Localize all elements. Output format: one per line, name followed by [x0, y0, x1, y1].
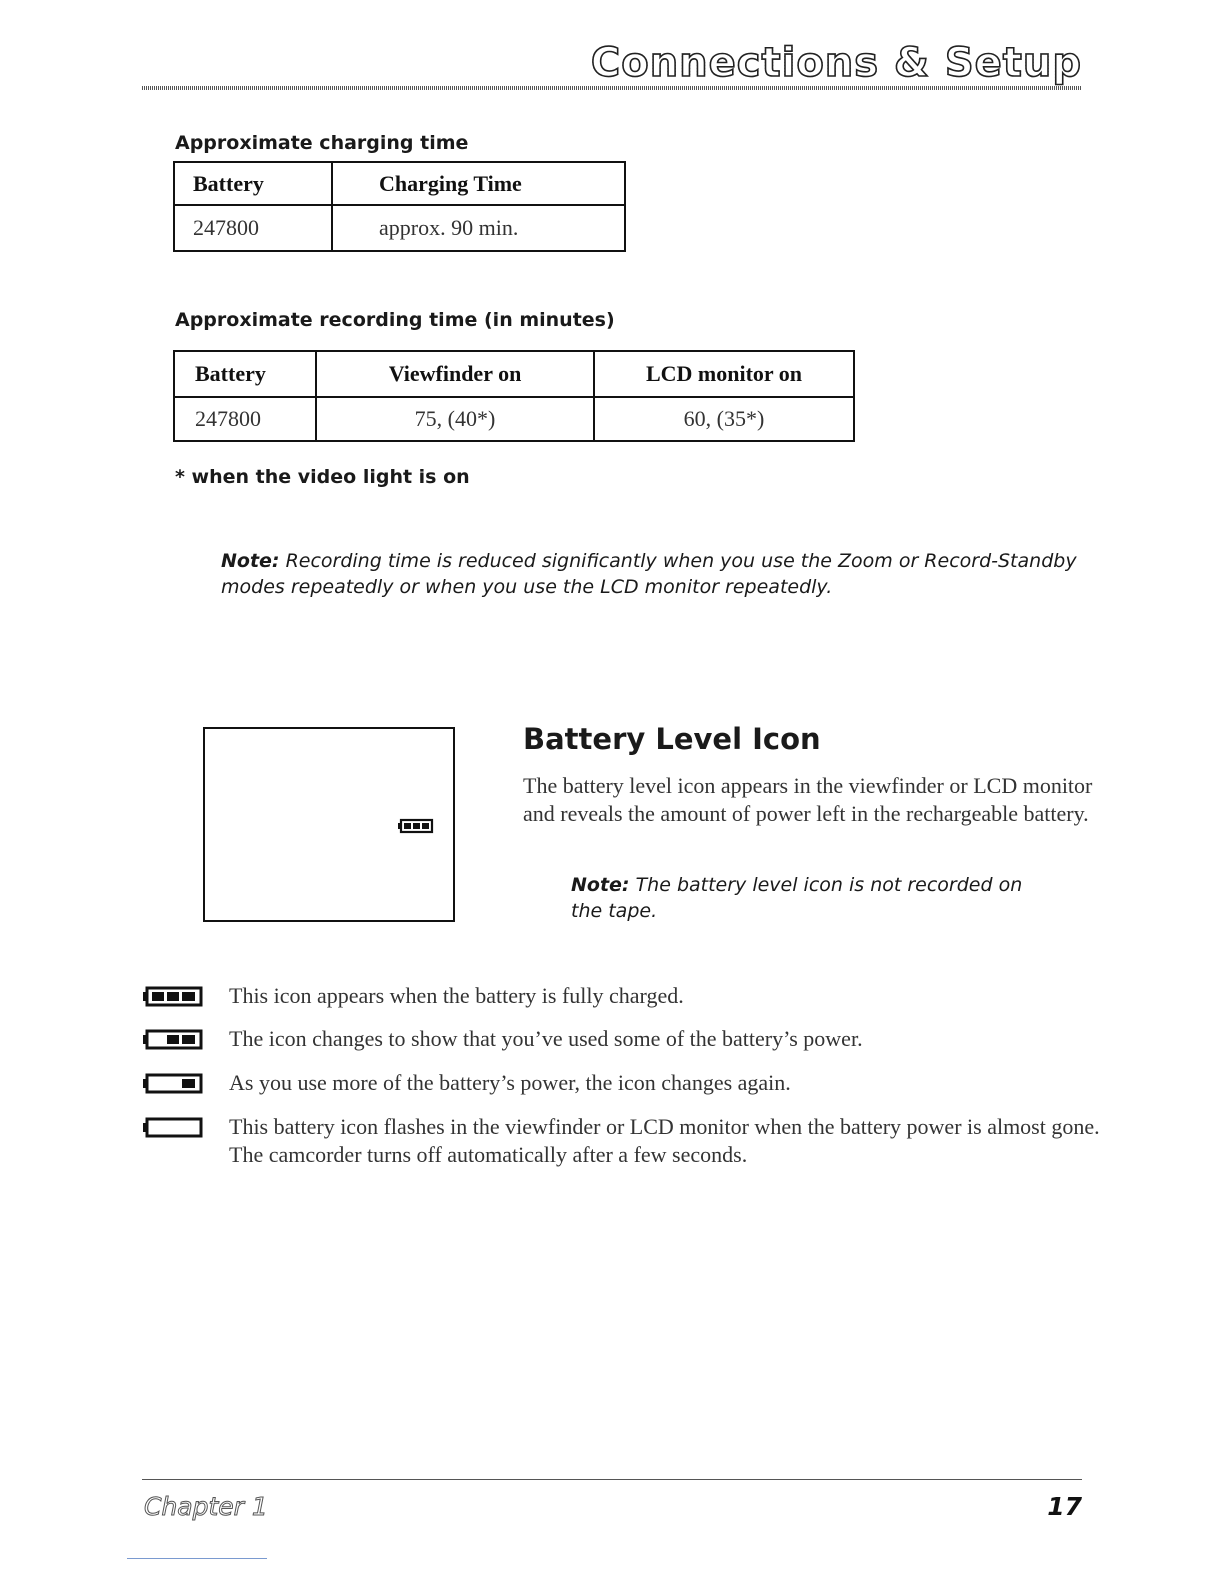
table-header-cell: Battery: [174, 162, 332, 205]
battery-level-row: [142, 1069, 1102, 1099]
note-text: Recording time is reduced significantly when you use the Zoom or Record-Standby modes repeatedly or when you use the LCD monitor repeatedly.: [221, 550, 1077, 598]
table-row: [174, 205, 625, 251]
battery-level-text: As you use more of the battery’s power, the icon changes again.: [229, 1070, 791, 1095]
battery-level-text: This icon appears when the battery is fully charged.: [229, 983, 684, 1008]
note-label: Note:: [571, 874, 630, 896]
recording-time-heading: Approximate recording time (in minutes): [175, 309, 615, 331]
page-number: 17: [1047, 1492, 1082, 1521]
viewfinder-illustration: [203, 727, 455, 922]
recording-time-table: [173, 350, 855, 442]
charging-time-heading: Approximate charging time: [175, 132, 469, 154]
battery-level-title: Battery Level Icon: [523, 722, 821, 756]
recording-note: [221, 548, 1081, 600]
battery-level-row: [142, 982, 1102, 1012]
footer-rule: [142, 1479, 1082, 1480]
battery-level-text: The icon changes to show that you’ve used some of the battery’s power.: [229, 1026, 863, 1051]
battery-level-text: This battery icon flashes in the viewfinder or LCD monitor when the battery power is almost gone. The camcorder turns off automatically after a few seconds.: [229, 1114, 1100, 1167]
table-cell: 247800: [174, 205, 332, 251]
battery-note: [571, 872, 1041, 924]
bottom-divider: [127, 1558, 267, 1559]
battery-two-thirds-icon: [142, 1028, 204, 1052]
battery-one-third-icon: [142, 1072, 204, 1096]
table-cell: 60, (35*): [594, 397, 854, 441]
table-header-row: [174, 162, 625, 205]
charging-time-table: [173, 161, 626, 252]
note-label: Note:: [221, 550, 280, 572]
table-cell: 247800: [174, 397, 316, 441]
table-header-cell: LCD monitor on: [594, 351, 854, 397]
note-text: The battery level icon is not recorded on the tape.: [571, 874, 1023, 922]
battery-level-row: [142, 1113, 1102, 1173]
page-header-title: Connections & Setup: [590, 40, 1082, 86]
table-header-cell: Charging Time: [332, 162, 625, 205]
battery-level-row: [142, 1025, 1102, 1055]
battery-full-icon: [142, 985, 204, 1009]
table-row: [174, 397, 854, 441]
table-header-cell: Viewfinder on: [316, 351, 594, 397]
table-cell: approx. 90 min.: [332, 205, 625, 251]
battery-full-icon: [398, 817, 434, 835]
table-cell: 75, (40*): [316, 397, 594, 441]
table-header-row: [174, 351, 854, 397]
battery-level-description: The battery level icon appears in the viewfinder or LCD monitor and reveals the amount of power left in the rechargeable battery.: [523, 773, 1093, 826]
footer-chapter: Chapter 1: [144, 1492, 268, 1521]
header-rule: [142, 86, 1082, 90]
table-header-cell: Battery: [174, 351, 316, 397]
video-light-footnote: * when the video light is on: [175, 466, 470, 488]
battery-empty-icon: [142, 1116, 204, 1140]
